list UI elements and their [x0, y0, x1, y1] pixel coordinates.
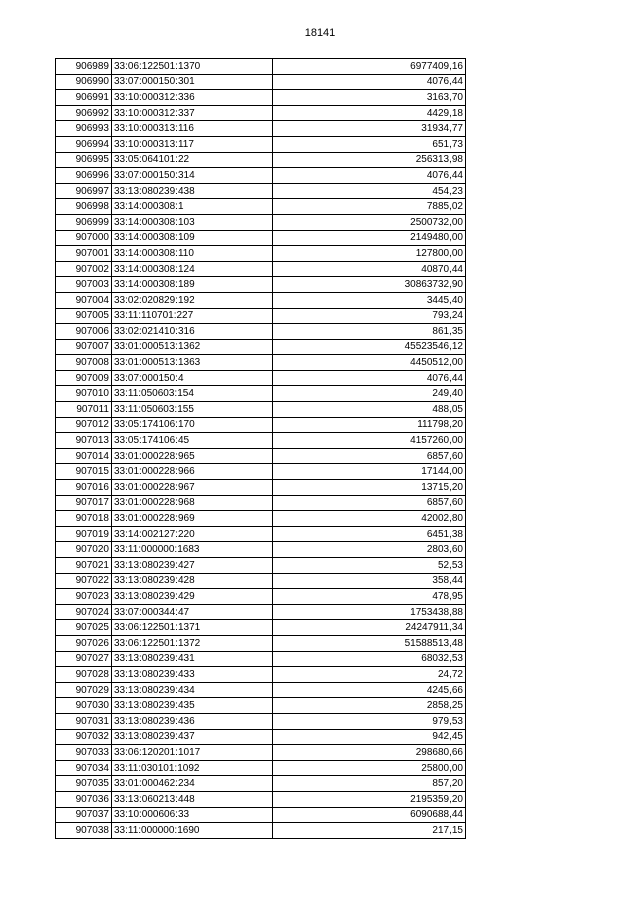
row-id-cell: 907032	[56, 729, 112, 745]
row-id-cell: 907031	[56, 713, 112, 729]
row-id-cell: 907036	[56, 791, 112, 807]
value-cell: 1753438,88	[273, 604, 466, 620]
table-row	[56, 729, 466, 745]
row-id-cell: 906997	[56, 183, 112, 199]
row-id-cell: 907003	[56, 277, 112, 293]
cadastral-number-cell: 33:14:000308:189	[112, 277, 273, 293]
value-cell: 2149480,00	[273, 230, 466, 246]
row-id-cell: 907029	[56, 682, 112, 698]
value-cell: 6857,60	[273, 448, 466, 464]
row-id-cell: 906996	[56, 168, 112, 184]
row-id-cell: 906989	[56, 59, 112, 75]
cadastral-number-cell: 33:06:122501:1371	[112, 620, 273, 636]
value-cell: 4157260,00	[273, 433, 466, 449]
cadastral-number-cell: 33:14:000308:110	[112, 246, 273, 262]
table-row	[56, 542, 466, 558]
cadastral-number-cell: 33:13:080239:428	[112, 573, 273, 589]
row-id-cell: 907028	[56, 667, 112, 683]
cadastral-number-cell: 33:13:080239:429	[112, 589, 273, 605]
value-cell: 298680,66	[273, 745, 466, 761]
table-row	[56, 511, 466, 527]
table-row	[56, 698, 466, 714]
table-row	[56, 573, 466, 589]
row-id-cell: 907001	[56, 246, 112, 262]
value-cell: 3445,40	[273, 292, 466, 308]
row-id-cell: 907035	[56, 776, 112, 792]
cadastral-number-cell: 33:10:000313:117	[112, 136, 273, 152]
row-id-cell: 907012	[56, 417, 112, 433]
cadastral-number-cell: 33:02:021410:316	[112, 324, 273, 340]
cadastral-number-cell: 33:11:050603:154	[112, 386, 273, 402]
table-row	[56, 526, 466, 542]
row-id-cell: 907026	[56, 635, 112, 651]
cadastral-number-cell: 33:07:000150:301	[112, 74, 273, 90]
row-id-cell: 907014	[56, 448, 112, 464]
value-cell: 24247911,34	[273, 620, 466, 636]
table-body	[56, 59, 466, 839]
value-cell: 127800,00	[273, 246, 466, 262]
cadastral-number-cell: 33:05:174106:170	[112, 417, 273, 433]
cadastral-number-cell: 33:01:000513:1362	[112, 339, 273, 355]
value-cell: 7885,02	[273, 199, 466, 215]
table-row	[56, 495, 466, 511]
cadastral-number-cell: 33:01:000513:1363	[112, 355, 273, 371]
value-cell: 217,15	[273, 823, 466, 839]
value-cell: 4450512,00	[273, 355, 466, 371]
table-row	[56, 604, 466, 620]
table-row	[56, 339, 466, 355]
row-id-cell: 907033	[56, 745, 112, 761]
value-cell: 30863732,90	[273, 277, 466, 293]
cadastral-number-cell: 33:06:122501:1372	[112, 635, 273, 651]
cadastral-number-cell: 33:13:080239:438	[112, 183, 273, 199]
value-cell: 40870,44	[273, 261, 466, 277]
value-cell: 358,44	[273, 573, 466, 589]
value-cell: 2803,60	[273, 542, 466, 558]
table-row	[56, 355, 466, 371]
value-cell: 979,53	[273, 713, 466, 729]
table-row	[56, 823, 466, 839]
table-row	[56, 105, 466, 121]
row-id-cell: 907010	[56, 386, 112, 402]
value-cell: 488,05	[273, 402, 466, 418]
row-id-cell: 907011	[56, 402, 112, 418]
cadastral-number-cell: 33:14:002127:220	[112, 526, 273, 542]
table-row	[56, 246, 466, 262]
cadastral-number-cell: 33:14:000308:109	[112, 230, 273, 246]
row-id-cell: 907020	[56, 542, 112, 558]
row-id-cell: 907030	[56, 698, 112, 714]
row-id-cell: 906998	[56, 199, 112, 215]
row-id-cell: 907000	[56, 230, 112, 246]
row-id-cell: 907021	[56, 558, 112, 574]
table-row	[56, 402, 466, 418]
table-row	[56, 620, 466, 636]
cadastral-number-cell: 33:13:080239:433	[112, 667, 273, 683]
table-row	[56, 292, 466, 308]
cadastral-number-cell: 33:07:000150:4	[112, 370, 273, 386]
value-cell: 2195359,20	[273, 791, 466, 807]
value-cell: 51588513,48	[273, 635, 466, 651]
cadastral-number-cell: 33:11:110701:227	[112, 308, 273, 324]
table-row	[56, 745, 466, 761]
row-id-cell: 907024	[56, 604, 112, 620]
cadastral-number-cell: 33:13:080239:434	[112, 682, 273, 698]
value-cell: 478,95	[273, 589, 466, 605]
cadastral-number-cell: 33:01:000228:967	[112, 480, 273, 496]
value-cell: 13715,20	[273, 480, 466, 496]
row-id-cell: 906991	[56, 90, 112, 106]
cadastral-number-cell: 33:01:000228:966	[112, 464, 273, 480]
table-row	[56, 136, 466, 152]
table-row	[56, 308, 466, 324]
value-cell: 45523546,12	[273, 339, 466, 355]
table-row	[56, 635, 466, 651]
value-cell: 17144,00	[273, 464, 466, 480]
value-cell: 3163,70	[273, 90, 466, 106]
cadastral-number-cell: 33:11:050603:155	[112, 402, 273, 418]
table-row	[56, 152, 466, 168]
row-id-cell: 906995	[56, 152, 112, 168]
row-id-cell: 907004	[56, 292, 112, 308]
cadastral-number-cell: 33:06:122501:1370	[112, 59, 273, 75]
page-number: 18141	[304, 27, 336, 39]
cadastral-number-cell: 33:14:000308:124	[112, 261, 273, 277]
row-id-cell: 907038	[56, 823, 112, 839]
cadastral-number-cell: 33:06:120201:1017	[112, 745, 273, 761]
cadastral-number-cell: 33:13:080239:427	[112, 558, 273, 574]
value-cell: 4076,44	[273, 370, 466, 386]
row-id-cell: 907025	[56, 620, 112, 636]
table-row	[56, 667, 466, 683]
table-row	[56, 791, 466, 807]
table-row	[56, 59, 466, 75]
table-row	[56, 168, 466, 184]
row-id-cell: 907008	[56, 355, 112, 371]
cadastral-number-cell: 33:13:060213:448	[112, 791, 273, 807]
value-cell: 52,53	[273, 558, 466, 574]
table-row	[56, 464, 466, 480]
value-cell: 2500732,00	[273, 214, 466, 230]
value-cell: 651,73	[273, 136, 466, 152]
cadastral-number-cell: 33:01:000462:234	[112, 776, 273, 792]
cadastral-number-cell: 33:05:174106:45	[112, 433, 273, 449]
cadastral-number-cell: 33:10:000312:337	[112, 105, 273, 121]
table-row	[56, 90, 466, 106]
value-cell: 111798,20	[273, 417, 466, 433]
row-id-cell: 906993	[56, 121, 112, 137]
table-row	[56, 277, 466, 293]
row-id-cell: 906990	[56, 74, 112, 90]
row-id-cell: 907015	[56, 464, 112, 480]
row-id-cell: 907009	[56, 370, 112, 386]
table-row	[56, 713, 466, 729]
value-cell: 24,72	[273, 667, 466, 683]
table-row	[56, 324, 466, 340]
cadastral-number-cell: 33:10:000606:33	[112, 807, 273, 823]
value-cell: 857,20	[273, 776, 466, 792]
value-cell: 793,24	[273, 308, 466, 324]
value-cell: 454,23	[273, 183, 466, 199]
cadastral-value-table	[55, 58, 466, 839]
value-cell: 861,35	[273, 324, 466, 340]
cadastral-number-cell: 33:10:000313:116	[112, 121, 273, 137]
table-row	[56, 776, 466, 792]
cadastral-number-cell: 33:10:000312:336	[112, 90, 273, 106]
table-row	[56, 480, 466, 496]
row-id-cell: 907016	[56, 480, 112, 496]
cadastral-number-cell: 33:13:080239:435	[112, 698, 273, 714]
cadastral-number-cell: 33:07:000344:47	[112, 604, 273, 620]
value-cell: 6090688,44	[273, 807, 466, 823]
value-cell: 2858,25	[273, 698, 466, 714]
value-cell: 249,40	[273, 386, 466, 402]
row-id-cell: 907027	[56, 651, 112, 667]
value-cell: 6857,60	[273, 495, 466, 511]
table-row	[56, 74, 466, 90]
table-row	[56, 448, 466, 464]
value-cell: 42002,80	[273, 511, 466, 527]
row-id-cell: 907013	[56, 433, 112, 449]
cadastral-number-cell: 33:05:064101:22	[112, 152, 273, 168]
table-row	[56, 807, 466, 823]
row-id-cell: 907037	[56, 807, 112, 823]
row-id-cell: 907018	[56, 511, 112, 527]
row-id-cell: 907023	[56, 589, 112, 605]
cadastral-number-cell: 33:13:080239:437	[112, 729, 273, 745]
row-id-cell: 907017	[56, 495, 112, 511]
value-cell: 4076,44	[273, 168, 466, 184]
value-cell: 6977409,16	[273, 59, 466, 75]
cadastral-number-cell: 33:01:000228:965	[112, 448, 273, 464]
value-cell: 31934,77	[273, 121, 466, 137]
row-id-cell: 907022	[56, 573, 112, 589]
table-row	[56, 214, 466, 230]
row-id-cell: 907019	[56, 526, 112, 542]
cadastral-number-cell: 33:11:000000:1683	[112, 542, 273, 558]
value-cell: 68032,53	[273, 651, 466, 667]
table-row	[56, 386, 466, 402]
table-row	[56, 230, 466, 246]
cadastral-number-cell: 33:13:080239:431	[112, 651, 273, 667]
cadastral-number-cell: 33:11:030101:1092	[112, 760, 273, 776]
table-row	[56, 199, 466, 215]
row-id-cell: 907005	[56, 308, 112, 324]
row-id-cell: 907006	[56, 324, 112, 340]
table-row	[56, 261, 466, 277]
value-cell: 6451,38	[273, 526, 466, 542]
table-row	[56, 651, 466, 667]
value-cell: 256313,98	[273, 152, 466, 168]
table-row	[56, 682, 466, 698]
value-cell: 4076,44	[273, 74, 466, 90]
row-id-cell: 906994	[56, 136, 112, 152]
value-cell: 4429,18	[273, 105, 466, 121]
cadastral-number-cell: 33:13:080239:436	[112, 713, 273, 729]
value-cell: 25800,00	[273, 760, 466, 776]
row-id-cell: 907034	[56, 760, 112, 776]
table-row	[56, 433, 466, 449]
row-id-cell: 906992	[56, 105, 112, 121]
cadastral-number-cell: 33:07:000150:314	[112, 168, 273, 184]
table-row	[56, 589, 466, 605]
table-row	[56, 417, 466, 433]
cadastral-number-cell: 33:02:020829:192	[112, 292, 273, 308]
row-id-cell: 907002	[56, 261, 112, 277]
cadastral-number-cell: 33:01:000228:968	[112, 495, 273, 511]
cadastral-number-cell: 33:14:000308:1	[112, 199, 273, 215]
value-cell: 942,45	[273, 729, 466, 745]
table-row	[56, 121, 466, 137]
row-id-cell: 907007	[56, 339, 112, 355]
table-row	[56, 370, 466, 386]
table-row	[56, 183, 466, 199]
row-id-cell: 906999	[56, 214, 112, 230]
cadastral-number-cell: 33:14:000308:103	[112, 214, 273, 230]
table-row	[56, 558, 466, 574]
cadastral-number-cell: 33:11:000000:1690	[112, 823, 273, 839]
table-row	[56, 760, 466, 776]
value-cell: 4245,66	[273, 682, 466, 698]
cadastral-number-cell: 33:01:000228:969	[112, 511, 273, 527]
